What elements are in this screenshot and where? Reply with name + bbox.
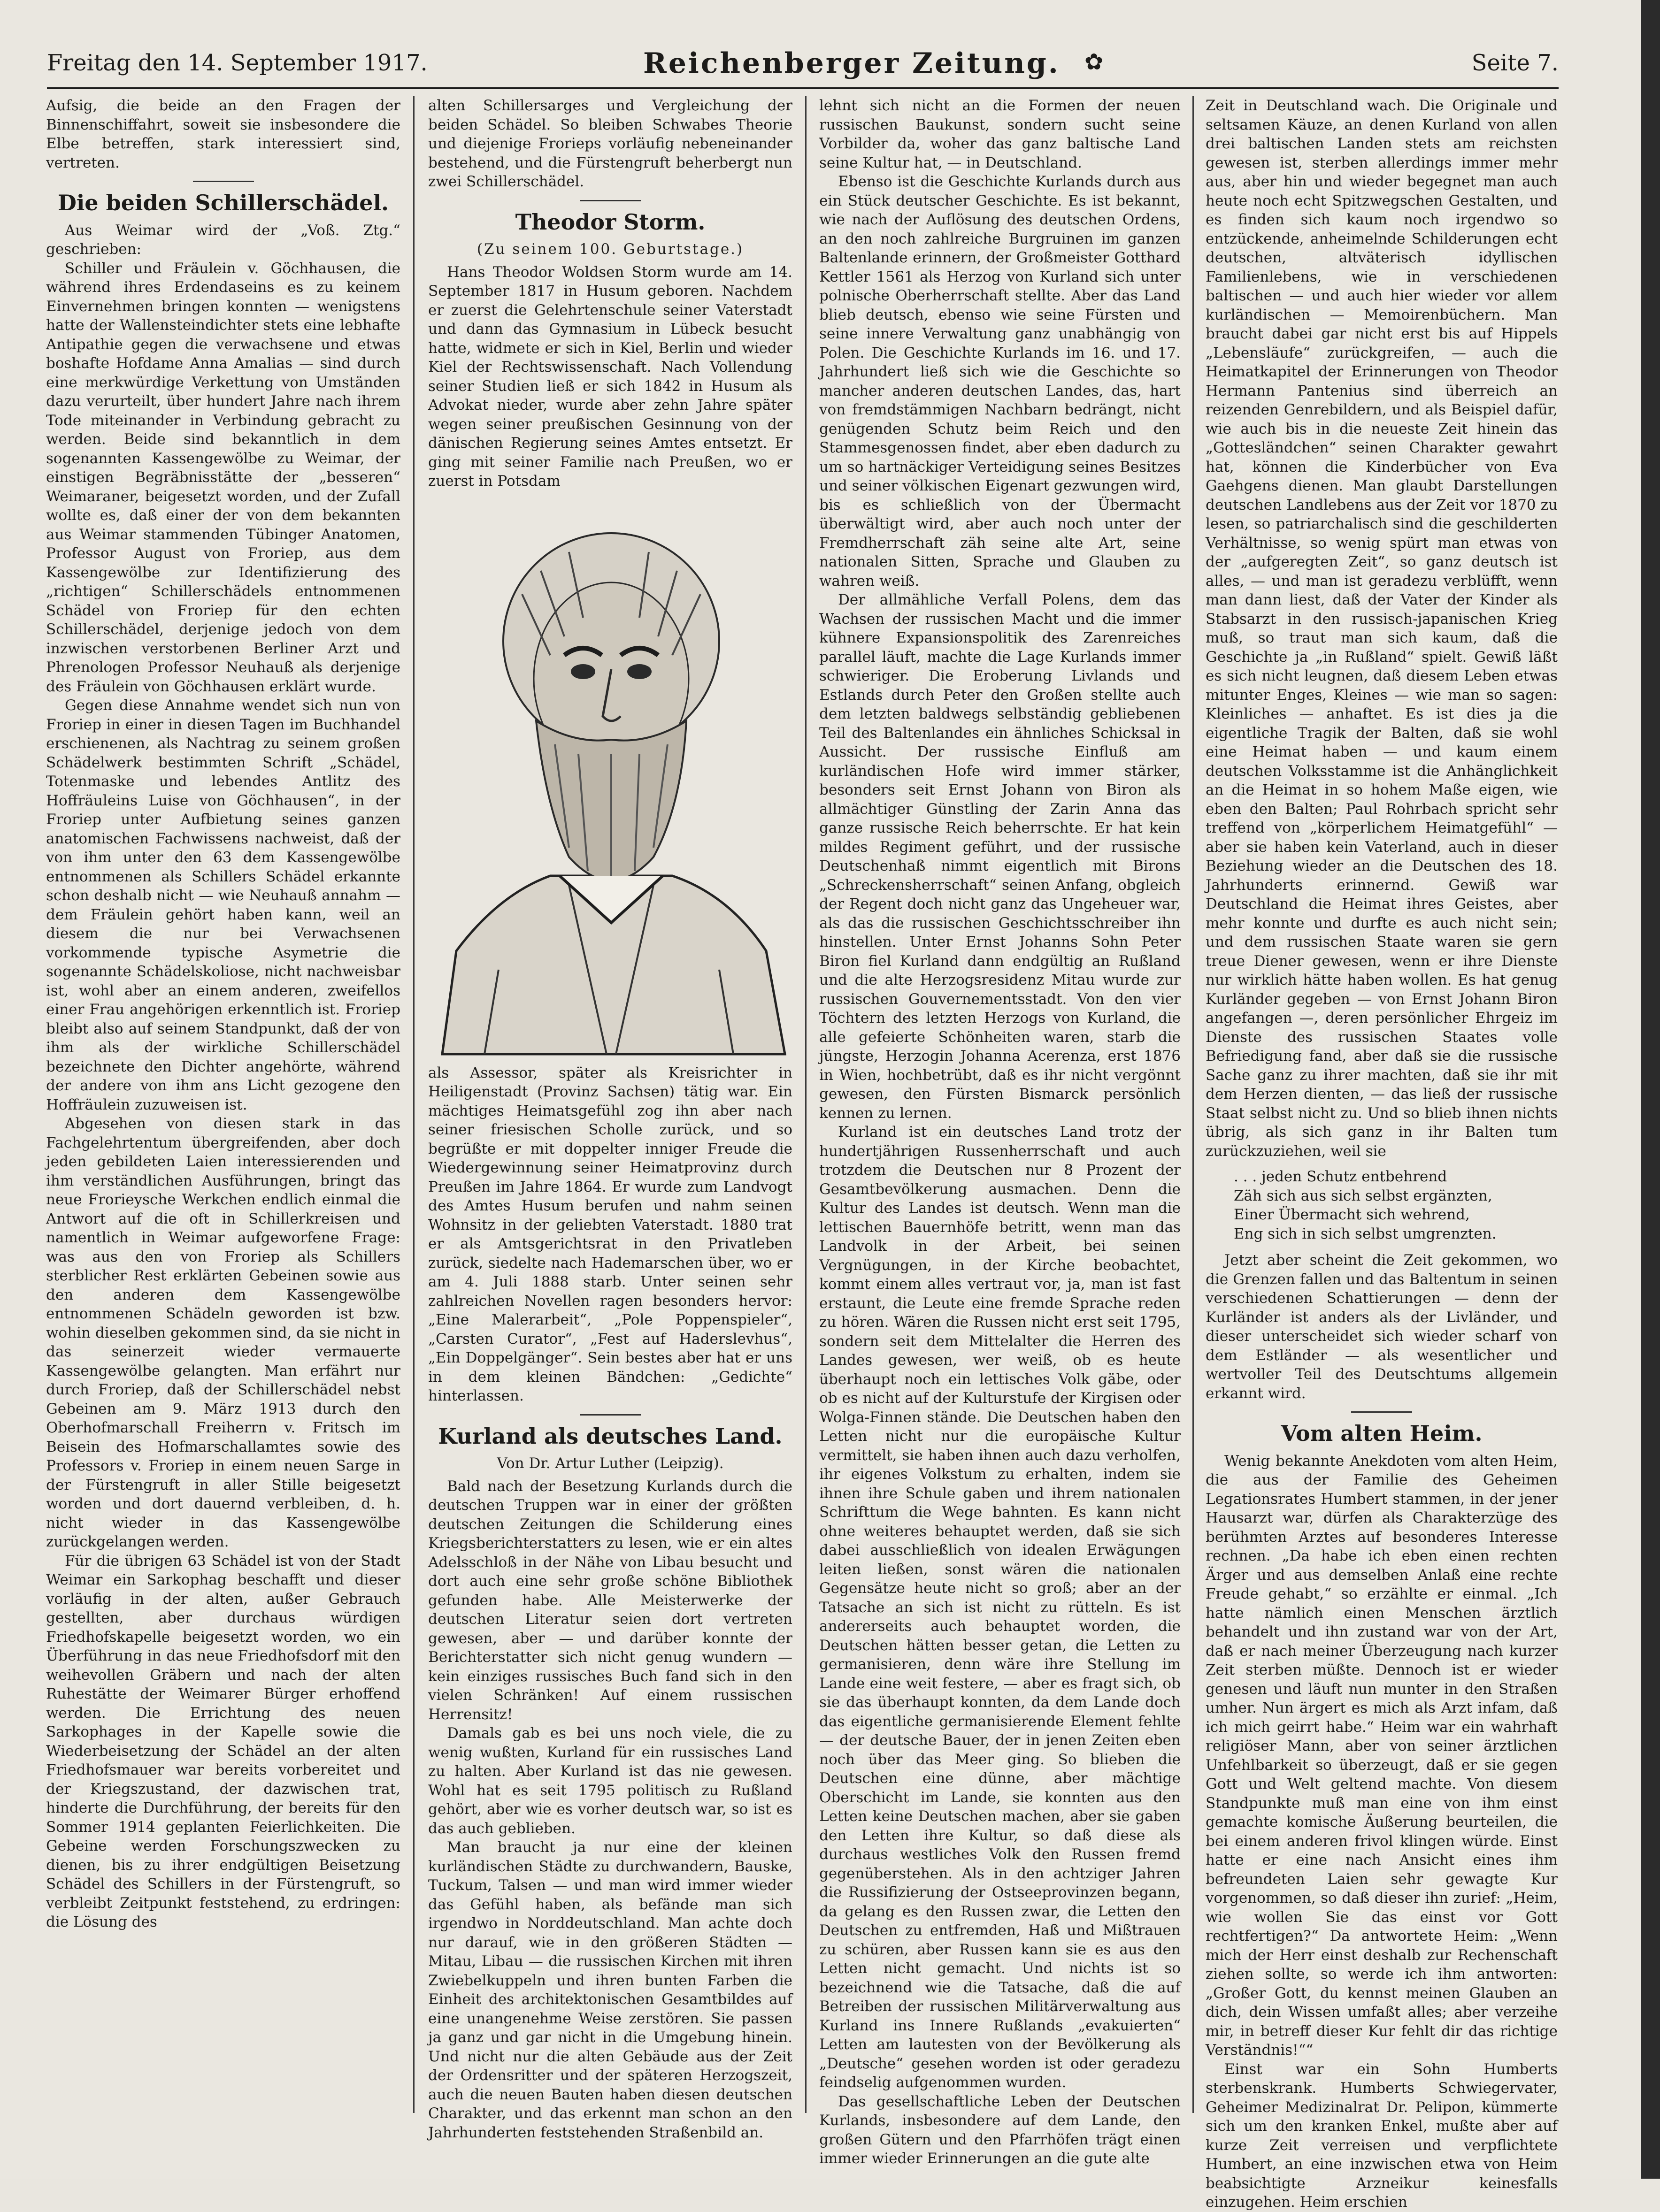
storm-portrait-illustration [428,500,792,1054]
column-1 [46,96,400,2151]
column-2 [428,96,792,2151]
column-rule [1192,96,1194,2113]
article-continuation: alten Schillersarges und Vergleichung der beiden Schädel. So bleiben Schwabes Theorie und diejenige Frorieps vorläufig nebeneinander bestehend, und die Fürstengruft beherbergt nun zwei Schillerschädel. [428,97,792,190]
scan-border [1641,0,1660,2179]
article-paragraph: Damals gab es bei uns noch viele, die zu wenig wußten, Kurland für ein russisches Land zu halten. Aber Kurland ist das nie gewesen. Wohl hat es seit 1795 politisch zu Rußland gehört, aber wie es vorher deutsch war, so ist es das auch geblieben. [428,1725,792,1837]
article-paragraph: Einst war ein Sohn Humberts sterbenskrank. Humberts Schwiegervater, Geheimer Medizinalrat Dr. Pelipon, kümmerte sich um den kranken Enkel, mußte aber auf kurze Zeit verreisen und verpflichtete Humbert, an eine inzwischen etwa von Heim beabsichtigte Arzneikur keinesfalls einzugehen. Heim erschien [1206,2060,1558,2211]
article-byline: Von Dr. Artur Luther (Leipzig). [497,1455,724,1472]
article-paragraph: Kurland ist ein deutsches Land trotz der hundertjährigen Russenherrschaft und auch trotzdem die Deutschen nur 8 Prozent der Gesamtbevölkerung ausmachen. Denn die Kultur des Landes ist deutsch. Wenn man die lettischen Bauernhöfe betritt, wenn man das Landvolk in der Arbeit, bei seinen Vergnügungen, in der Kirche beobachtet, kommt einem alles vertraut vor, ja, man ist fast erstaunt, die Leute eine fremde Sprache reden zu hören. Wären die Russen nicht erst seit 1795, sondern seit dem Mittelalter die Herren des Landes gewesen, wer weiß, ob es heute überhaupt noch ein lettisches Volk gäbe, oder ob es nicht auf der Kulturstufe der Kirgisen oder Wolga-Finnen stände. Die Deutschen haben den Letten nicht nur die europäische Kultur vermittelt, sie haben ihnen auch dazu verholfen, ihr eigenes Volkstum zu erhalten, indem sie ihnen ihre Schule gaben und ihrem nationalen Schrifttum die Wege bahnten. Es kann nicht ohne weiteres behauptet werden, daß sie sich dabei ausschließlich von idealen Erwägungen leiten ließen, sonst wären die nationalen Gegensätze heute nicht so groß; aber an der Tatsache an sich ist nicht zu rütteln. Es ist andererseits auch behauptet worden, die Deutschen hätten besser getan, die Letten zu germanisieren, denn wäre ihre Stellung im Lande eine weit festere, — aber es fragt sich, ob sie das überhaupt konnten, da dem Lande doch das eigentliche germanisierende Element fehlte — der deutsche Bauer, der in jenen Zeiten eben noch über das Meer ging. So blieben die Deutschen eine dünne, aber mächtige Oberschicht im Lande, sie konnten aus den Letten keine Deutschen machen, aber sie gaben den Letten ihre Kultur, so daß diese als durchaus westliches Volk den Russen fremd gegenüberstehen. Als in den achtziger Jahren die Russifizierung der Ostseeprovinzen begann, da gelang es den Russen zwar, die Letten den Deutschen zu entfremden, Haß und Mißtrauen zu schüren, aber Russen kann sie es aus den Letten nicht gemacht. Und nichts ist so bezeichnend wie die Tatsache, daß die auf Betreiben der russischen Militärverwaltung aus Kurland ins Innere Rußlands „evakuierten“ Letten am lautesten von der Bevölkerung als „Deutsche“ gesehen worden ist oder geradezu feindselig aufgenommen wurden. [819,1124,1181,2091]
article-paragraph: Schiller und Fräulein v. Göchhausen, die während ihres Erdendaseins es zu keinem Einvernehmen bringen konnten — wenigstens hatte der Wallensteindichter stets eine lebhafte Antipathie gegen die verwachsene und etwas boshafte Hofdame Anna Amalias — sind durch eine merkwürdige Verkettung von Umständen dazu verurteilt, über hundert Jahre nach ihrem Tode miteinander in Verbindung gebracht zu werden. Beide sind bekanntlich in dem sogenannten Kassengewölbe zu Weimar, der einstigen Begräbnisstätte der „besseren“ Weimaraner, beigesetzt worden, und der Zufall wollte es, daß einer der von dem bekannten aus Weimar stammenden Tübinger Anatomen, Professor August von Froriep, aus dem Kassengewölbe zur Identifizierung des „richtigen“ Schillerschädels entnommenen Schädel von Froriep für den echten Schillerschädel, derjenige jedoch von dem inzwischen verstorbenen Berliner Arzt und Phrenologen Professor Neuhauß als derjenige des Fräulein von Göchhausen erklärt wurde. [46,260,400,695]
section-divider [1351,1411,1412,1413]
column-4 [1206,96,1558,2211]
article-continuation: Zeit in Deutschland wach. Die Originale und seltsamen Käuze, an denen Kurland von allen drei baltischen Landen stets am reichsten gewesen ist, sterben allerdings immer mehr aus, aber hin und wieder begegnet man auch heute noch echt Spitzwegschen Gestalten, und es finden sich kaum noch irgendwo so entzückende, anheimelnde Schilderungen echt deutschen, altväterisch idyllischen Familienlebens, wie in verschiedenen baltischen — und auch hier wieder vor allem kurländischen — Memoirenbüchern. Man braucht dabei gar nicht erst bis auf Hippels „Lebensläufe“ zurückgreifen, — auch die Heimatkapitel der Erinnerungen von Theodor Hermann Pantenius sind überreich an reizenden Genrebildern, und als Beispiel dafür, wie auch bis in die neueste Zeit hinein das „Gottesländchen“ seinen Charakter gewahrt hat, können die Kinderbücher von Eva Gaehgens dienen. Man glaubt Darstellungen deutschen Landlebens aus der Zeit vor 1870 zu lesen, so patriarchalisch sind die geschilderten Verhältnisse, so wenig spürt man etwas von der „aufgeregten Zeit“, so ganz deutsch ist alles, — und man ist geradezu verblüfft, wenn man dann liest, daß der Vater der Kinder als Stabsarzt in den russisch-japanischen Krieg muß, so traut man sich kaum, daß die Geschichte ja „in Rußland“ spielt. Gewiß läßt es sich nicht leugnen, daß diesem Leben etwas mitunter Enges, Kleines — wie man so sagen: Kleinliches — anhaftet. Es ist dies ja die eigentliche Tragik der Balten, daß sie wohl eine Heimat haben — und kaum einem deutschen Volksstamme ist die Anhänglichkeit an die Heimat in so hohem Maße eigen, wie eben den Balten; Paul Rohrbach spricht sehr treffend von „körperlichem Heimatgefühl“ — aber sie haben kein Vaterland, auch in dieser Beziehung wieder an die Deutschen des 18. Jahrhunderts erinnernd. Gewiß war Deutschland die Heimat ihres Geistes, aber mehr konnte und durfte es auch nicht sein; und dem russischen Staate waren sie gern treue Diener gewesen, wenn er ihre Dienste nur wirklich hätte haben wollen. Es hat genug Kurländer gegeben — von Ernst Johann Biron angefangen —, deren persönlicher Ehrgeiz im Dienste des russischen Staates volle Befriedigung fand, aber daß sie die russische Sache ganz zu ihrer machten, daß sie ihr mit dem Herzen dienten, — das ließ der russische Staat selbst nicht zu. Und so blieb ihnen nichts übrig, als sich ganz in ihr Balten tum zurückzuziehen, weil sie [1206,97,1558,1160]
page-number: Seite 7. [1471,50,1559,76]
article-paragraph: Bald nach der Besetzung Kurlands durch die deutschen Truppen war in einer der größten deutschen Zeitungen die Schilderung eines Kriegsberichterstatters zu lesen, wie er ein altes Adelsschloß in der Nähe von Libau besucht und dort auch eine sehr große schöne Bibliothek gefunden habe. Alle Meisterwerke der deutschen Literatur seien dort vertreten gewesen, aber — und darüber konnte der Berichterstatter sich nicht genug wundern — kein einziges russisches Buch fand sich in den vielen Schränken! Auf einem russischen Herrensitz! [428,1477,792,1723]
verse-line: Zäh sich aus sich selbst ergänzten, [1234,1187,1492,1204]
article-title: Die beiden Schillerschädel. [57,190,389,215]
verse-line: Eng sich in sich selbst umgrenzten. [1234,1225,1497,1242]
article-paragraph: Für die übrigen 63 Schädel ist von der Stadt Weimar ein Sarkophag beschafft und dieser vorläufig in der alten, außer Gebrauch gestellten, aber durchaus würdigen Friedhofskapelle beigesetzt worden, wo ein Überführung in das neue Friedhofsdorf mit den weihevollen Gräbern und nach der alten Ruhestätte der Weimarer Bürger erhoffend werden. Die Errichtung des neuen Sarkophages in der Kapelle sowie die Wiederbeisetzung der Schädel an der alten Friedhofsmauer war bereits vorbereitet und der Kriegszustand, der dazwischen trat, hinderte die Durchführung, der bereits für den Sommer 1914 geplanten Feierlichkeiten. Die Gebeine werden Forschungszwecken zu dienen, bis zu ihrer endgültigen Beisetzung Schädel des Schillers in der Fürstengruft, so verbleibt Zeitpunkt feststehend, zu erdringen: die Lösung des [46,1552,400,1930]
article-title: Theodor Storm. [515,209,706,235]
article-paragraph: Man braucht ja nur eine der kleinen kurländischen Städte zu durchwandern, Bauske, Tuckum, Talsen — und man wird immer wieder das Gefühl haben, als befände man sich irgendwo in Norddeutschland. Man achte doch nur darauf, wie in den größeren Städten — Mitau, Libau — die russischen Kirchen mit ihren Zwiebelkuppeln und ihren bunten Farben die Einheit des architektonischen Gesamtbildes auf eine unangenehme Weise zerstören. Sie passen ja ganz und gar nicht in die Umgebung hinein. Und nicht nur die alten Gebäude aus der Zeit der Ordensritter und der späteren Herzogszeit, auch die neuen Bauten haben diesen deutschen Charakter, und das erkennt man schon an den Jahrhunderten feststehenden Straßenbild an. [428,1839,792,2141]
article-continuation: lehnt sich nicht an die Formen der neuen russischen Baukunst, sondern sucht seine Vorbilder da, woher das ganz baltische Land seine Kultur hat, — in Deutschland. [819,97,1181,171]
article-paragraph: Das gesellschaftliche Leben der Deutschen Kurlands, insbesondere auf dem Lande, den großen Gütern und den Pfarrhöfen trägt einen immer wieder Erinnerungen an die gute alte [819,2093,1181,2167]
article-paragraph: Der allmähliche Verfall Polens, dem das Wachsen der russischen Macht und die immer kühnere Expansionspolitik des Zarenreiches parallel läuft, machte die Lage Kurlands immer schwieriger. Die Eroberung Livlands und Estlands durch Peter den Großen stellte auch dem letzten baldwegs selbständig gebliebenen Teil des Baltenlandes ein ähnliches Schicksal in Aussicht. Der russische Einfluß am kurländischen Hofe wird immer stärker, besonders seit Ernst Johann von Biron als allmächtiger Günstling der Zarin Anna das ganze russische Reich beherrschte. Er hat kein mildes Regiment geführt, und der russische Deutschenhaß nimmt eigentlich mit Birons „Schreckensherrschaft“ seinen Anfang, obgleich der Regent doch nicht ganz das Ungeheuer war, als das die russischen Geschichtsschreiber ihn hinstellen. Unter Ernst Johanns Sohn Peter Biron fiel Kurland dann endgültig an Rußland und die alte Herzogsresidenz Mitau wurde zur russischen Gouvernementsstadt. Von den vier Töchtern des letzten Herzogs von Kurland, die alle gefeierte Schönheiten waren, starb die jüngste, Herzogin Johanna Acerenza, erst 1876 in Wien, hochbetrübt, daß es ihr nicht vergönnt gewesen, den Fürsten Bismarck persönlich kennen zu lernen. [819,591,1181,1122]
article-continuation: Aufsig, die beide an den Fragen der Binnenschiffahrt, soweit sie insbesondere die Elbe betreffen, stark interessiert sind, vertreten. [46,97,400,171]
article-paragraph: Abgesehen von diesen stark in das Fachgelehrtentum übergreifenden, aber doch jeden gebildeten Laien interessierenden und ihm verständlichen Ausführungen, bringt das neue Frorieysche Werkchen endlich einmal die Antwort auf die oft in Schillerkreisen und namentlich in Weimar aufgeworfene Frage: was aus den von Froriep als Schillers sterblicher Rest erklärten Gebeinen sowie aus den anderen dem Kassengewölbe entnommenen Schädeln geworden ist bzw. wohin dieselben gekommen sind, da sie nicht in das seinerzeit wieder vermauerte Kassengewölbe gelangten. Man erfährt nur durch Froriep, daß der Schillerschädel nebst Gebeinen am 9. März 1913 durch den Oberhofmarschall Freiherrn v. Fritsch im Beisein des Hofmarschallamtes sowie des Professors v. Froriep in einem neuen Sarge in der Fürstengruft in aller Stille beigesetzt worden und dort dauernd verbleiben, d. h. nicht wieder in das Kassengewölbe zurückgelangen werden. [46,1115,400,1550]
article-source: Aus Weimar wird der „Voß. Ztg.“ geschrieben: [46,222,400,258]
ornament-icon: ✿ [1084,49,1104,75]
section-divider [193,181,254,182]
article-paragraph: Wenig bekannte Anekdoten vom alten Heim, die aus der Familie des Geheimen Legationsrates Humbert stammen, in der jener Hausarzt war, dürfen als Charakterzüge des berühmten Arztes auf besonderes Interesse rechnen. „Da habe ich eben einen rechten Ärger und aus demselben Anlaß eine rechte Freude gehabt,“ so erzählte er einmal. „Ich hatte nämlich einen Menschen ärztlich behandelt und ihn zustand war von der Art, daß er nach meiner Überzeugung nach kurzer Zeit sterben müßte. Dennoch ist er wieder genesen und läuft nun munter in den Straßen umher. Nun ärgert es mich als Arzt infam, daß ich mich geirrt habe.“ Heim war ein wahrhaft religiöser Mann, aber von seiner ärztlichen Unfehlbarkeit so überzeugt, daß er sie gegen Gott und Welt geltend machte. Von diesem Standpunkte muß man eine von ihm einst gemachte komische Äußerung beurteilen, die bei einem anderen frivol klingen würde. Einst hatte er eine nach Ansicht eines ihm befreundeten Laien sehr gewagte Kur vorgenommen, so daß dieser ihn zurief: „Heim, wie wollen Sie das einst vor Gott rechtfertigen?“ Da antwortete Heim: „Wenn mich der Herr einst deshalb zur Rechenschaft ziehen sollte, so werde ich ihm antworten: „Großer Gott, du kennst meinen Glauben an dich, dein Wissen umfaßt alles; aber verzeihe mir, in betreff dieser Kur fehlt dir das richtige Verständnis!““ [1206,1452,1558,2059]
newspaper-title: Reichenberger Zeitung. [643,47,1060,80]
article-title: Kurland als deutsches Land. [438,1423,783,1449]
article-title: Vom alten Heim. [1281,1421,1483,1446]
verse-quote [1234,1167,1558,1243]
article-paragraph: als Assessor, später als Kreisrichter in Heiligenstadt (Provinz Sachsen) tätig war. Ein mächtiges Heimatsgefühl zog ihn aber nach seiner friesischen Scholle zurück, und so begrüßte er mit doppelter inniger Freude die Wiedergewinnung seiner Heimatprovinz durch Preußen im Jahre 1864. Er wurde zum Landvogt des Amtes Husum berufen und nahm seinen Wohnsitz in der geliebten Vaterstadt. 1880 trat er als Amtsgerichtsrat in den Privatleben zurück, siedelte nach Hademarschen über, wo er am 4. Juli 1888 starb. Unter seinen sehr zahlreichen Novellen ragen besonders hervor: „Eine Malerarbeit“, „Pole Poppenspieler“, „Carsten Curator“, „Fest auf Haderslevhus“, „Ein Doppelgänger“. Sein bestes aber hat er uns in dem kleinen Bändchen: „Gedichte“ hinterlassen. [428,1064,792,1404]
column-rule [413,96,415,2113]
masthead [47,45,1559,89]
section-divider [580,200,641,201]
verse-line: Einer Übermacht sich wehrend, [1234,1206,1470,1223]
verse-line: . . . jeden Schutz entbehrend [1234,1168,1447,1185]
article-paragraph: Jetzt aber scheint die Zeit gekommen, wo die Grenzen fallen und das Baltentum in seinen verschiedenen Schattierungen — denn der Kurländer ist anders als der Livländer, und dieser unterscheidet sich wieder scharf von dem Estländer — als wesentlicher und wertvoller Teil des Deutschtums allgemein erkannt wird. [1206,1252,1558,1402]
issue-date: Freitag den 14. September 1917. [47,50,428,76]
column-rule [805,96,807,2113]
article-paragraph: Ebenso ist die Geschichte Kurlands durch aus ein Stück deutscher Geschichte. Es ist bekannt, wie nach der Auflösung des deutschen Ordens, an den noch zahlreiche Burgruinen im ganzen Baltenlande erinnern, der Großmeister Gotthard Kettler 1561 als Herzog von Kurland sich unter polnische Oberherrschaft stellte. Aber das Land blieb deutsch, ebenso wie seine Fürsten und seine innere Verwaltung ganz unabhängig von Polen. Die Geschichte Kurlands im 16. und 17. Jahrhundert ließ sich wie die Geschichte so mancher anderen deutschen Landes, das, hart von fremdstämmigen Nachbarn bedrängt, nicht genügenden Schutz beim Reich und den Stammesgenossen findet, aber eben dadurch zu um so hartnäckiger Verteidigung seines Besitzes und seiner völkischen Eigenart gezwungen wird, bis es schließlich von der Übermacht überwältigt wird, aber auch noch unter der Fremdherrschaft zäh seine alte Art, seine nationalen Sitten, Sprache und Glauben zu wahren weiß. [819,173,1181,589]
article-paragraph: Gegen diese Annahme wendet sich nun von Froriep in einer in diesen Tagen im Buchhandel erschienenen, als Nachtrag zu seinem großen Schädelwerk bestimmten Schrift „Schädel, Totenmaske und lebendes Antlitz des Hoffräuleins Luise von Göchhausen“, in der Froriep unter Aufbietung seines ganzen anatomischen Fachwissens nachweist, daß der von ihm unter den 63 dem Kassengewölbe entnommenen als Schillers Schädel erkannte schon deshalb nicht — wie Neuhauß annahm — dem Fräulein gehört haben kann, weil an diesem die nur bei Verwachsenen vorkommende typische Asymetrie die sogenannte Schädelskoliose, nicht nachweisbar ist, wohl aber an einem anderen, zweifellos einer Frau angehörigen erkenntlich ist. Froriep bleibt also auf seinem Standpunkt, daß der von ihm als der wirkliche Schillerschädel bezeichnete den Dichter angehörte, während der andere von ihm ans Licht gezogene den Hoffräulein zuzuweisen ist. [46,697,400,1113]
article-paragraph: Hans Theodor Woldsen Storm wurde am 14. September 1817 in Husum geboren. Nachdem er zuerst die Gelehrtenschule seiner Vaterstadt und dann das Gymnasium in Lübeck besucht hatte, widmete er sich in Kiel, Berlin und wieder Kiel der Rechtswissenschaft. Nach Vollendung seiner Studien ließ er sich 1842 in Husum als Advokat nieder, wurde aber zehn Jahre später wegen seiner preußischen Gesinnung von der dänischen Regierung seines Amtes entsetzt. Er ging mit seiner Familie nach Preußen, wo er zuerst in Potsdam [428,263,792,490]
article-subtitle: (Zu seinem 100. Geburtstage.) [476,241,744,258]
section-divider [580,1414,641,1416]
column-3 [819,96,1181,2167]
